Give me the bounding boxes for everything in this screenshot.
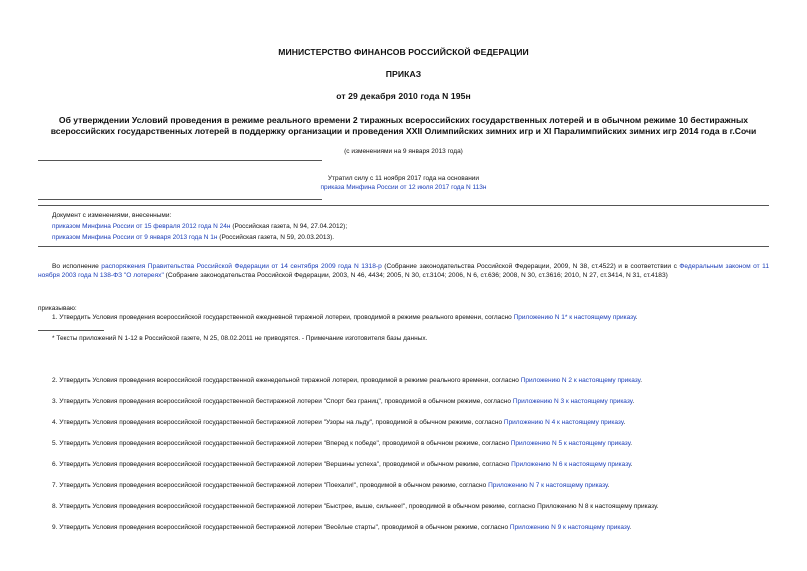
order-item-tail: .	[635, 314, 638, 321]
order-item-1	[52, 314, 637, 321]
order-item-text: 4. Утвердить Условия проведения всероссийской государственной бестиражной лотереи "Узоры на льду", проводимой в обычном режиме, согласно	[52, 419, 504, 426]
appendix-link[interactable]: Приложению N 1* к настоящему приказу	[513, 314, 636, 321]
federal-law-link[interactable]: Федеральным законом от 11 ноября 2003 года N 138-ФЗ "О лотереях"	[38, 263, 769, 280]
order-item-text: 8. Утвердить Условия проведения всероссийской государственной бестиражной лотереи "Быстрее, выше, сильнее!", проводимой в обычном режиме, согласно Приложению N 8 к настоящему приказу.	[52, 503, 659, 510]
order-item-9	[52, 524, 631, 531]
order-item-text: 1. Утвердить Условия проведения всероссийской государственной ежедневной тиражной лотереи, проводимой в режиме реального времени, согласно	[52, 314, 514, 321]
order-item-text: 2. Утвердить Условия проведения всероссийской государственной еженедельной тиражной лотереи, проводимой в режиме реального времени, согласно	[52, 377, 521, 384]
divider	[38, 205, 769, 206]
order-item-5	[52, 440, 632, 447]
order-item-2	[52, 377, 642, 384]
ministry-heading: МИНИСТЕРСТВО ФИНАНСОВ РОССИЙСКОЙ ФЕДЕРАЦИИ	[278, 47, 529, 57]
change-item	[52, 233, 334, 242]
title-line-2: всероссийских государственных лотерей в поддержку организации и проведения XXII Олимпийских зимних игр и XI Паралимпийских зимних игр 2014 года в г.Сочи	[50, 126, 757, 136]
appendix-link[interactable]: Приложению N 9 к настоящему приказу	[509, 524, 630, 531]
footnote: * Тексты приложений N 1-12 в Российской газете, N 25, 08.02.2011 не приводятся. - Примечание изготовителя базы данных.	[52, 335, 428, 342]
divider	[38, 199, 322, 200]
order-item-text: 6. Утвердить Условия проведения всероссийской государственной бестиражной лотереи "Вершины успеха", проводимой и обычном режиме, согласно	[52, 461, 512, 468]
edition-note: (с изменениями на 9 января 2013 года)	[344, 148, 463, 155]
divider	[38, 246, 769, 247]
order-item-tail: .	[607, 482, 610, 489]
repeal-order-link[interactable]: приказа Минфина России от 12 июля 2017 года N 113н	[320, 184, 487, 191]
order-item-text: 3. Утвердить Условия проведения всероссийской государственной бестиражной лотереи "Спорт без границ", проводимой в обычном режиме, согласно	[52, 398, 513, 405]
order-item-7	[52, 482, 609, 489]
order-item-4	[52, 419, 625, 426]
order-item-text: 7. Утвердить Условия проведения всероссийской государственной бестиражной лотереи "Поехали!", проводимой в обычном режиме, согласно	[52, 482, 489, 489]
appendix-link[interactable]: Приложению N 6 к настоящему приказу	[511, 461, 631, 468]
government-order-link[interactable]: распоряжения Правительства Российской Федерации от 14 сентября 2009 года N 1318-р	[101, 263, 382, 270]
order-item-tail: .	[632, 398, 635, 405]
order-item-tail: .	[630, 461, 633, 468]
divider	[38, 160, 322, 161]
appendix-link[interactable]: Приложению N 3 к настоящему приказу	[512, 398, 633, 405]
document-title	[0, 115, 807, 137]
footnote-separator	[38, 330, 104, 331]
order-item-tail: .	[640, 377, 643, 384]
change-order-link[interactable]: приказом Минфина России от 9 января 2013 года N 1н	[52, 234, 218, 241]
preamble-paragraph	[38, 262, 769, 281]
repeal-status: Утратил силу с 11 ноября 2017 года на основании	[327, 175, 480, 182]
appendix-link[interactable]: Приложению N 7 к настоящему приказу	[488, 482, 608, 489]
preamble-text: (Собрание законодательства Российской Федерации, 2003, N 46, 4434; 2005, N 30, ст.3104; 2006, N 6, ст.636; 2008, N 30, ст.3616; 2010, N 27, ст.3414, N 31, ст.4183)	[163, 272, 668, 280]
preamble-text: (Собрание законодательства Российской Федерации, 2009, N 38, ст.4522) и в соответствии с	[381, 263, 680, 270]
document-type: ПРИКАЗ	[385, 69, 422, 79]
changes-intro: Документ с изменениями, внесенными:	[52, 212, 172, 219]
document-date-number: от 29 декабря 2010 года N 195н	[336, 91, 471, 101]
preamble-text: Во исполнение	[52, 263, 102, 270]
order-item-tail: .	[630, 440, 633, 447]
order-item-3	[52, 398, 634, 405]
order-item-6	[52, 461, 633, 468]
order-item-8	[52, 503, 659, 510]
appendix-link[interactable]: Приложению N 4 к настоящему приказу	[503, 419, 624, 426]
repeal-status-link-line	[0, 183, 807, 192]
order-item-tail: .	[623, 419, 626, 426]
order-item-text: 5. Утвердить Условия проведения всероссийской государственной бестиражной лотереи "Вперед к победе", проводимой в обычном режиме, согласно	[52, 440, 511, 447]
order-item-text: 9. Утвердить Условия проведения всероссийской государственной бестиражной лотереи "Весёлые старты", проводимой в обычном режиме, согласно	[52, 524, 510, 531]
change-order-link[interactable]: приказом Минфина России от 15 февраля 2012 года N 24н	[52, 223, 231, 230]
title-line-1: Об утверждении Условий проведения в режиме реального времени 2 тиражных всероссийских государственных лотерей и в обычном режиме 10 бестиражных	[58, 115, 749, 125]
change-item	[52, 222, 347, 231]
change-item-source: (Российская газета, N 59, 20.03.2013).	[217, 234, 335, 241]
order-word: приказываю:	[38, 305, 77, 312]
change-item-source: (Российская газета, N 94, 27.04.2012);	[230, 223, 348, 230]
appendix-link[interactable]: Приложению N 2 к настоящему приказу	[520, 377, 641, 384]
appendix-link[interactable]: Приложению N 5 к настоящему приказу	[510, 440, 631, 447]
order-item-tail: .	[629, 524, 632, 531]
